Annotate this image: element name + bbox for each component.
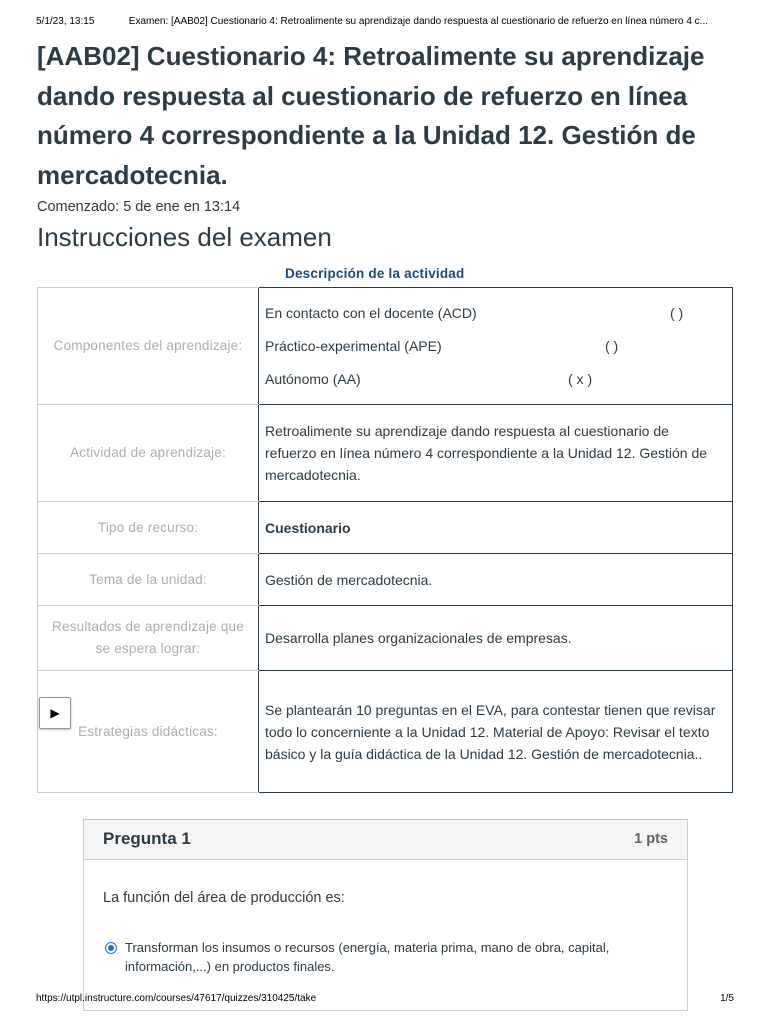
question-points: 1 pts [634, 831, 668, 847]
value-resultados: Desarrolla planes organizacionales de empresas. [259, 606, 733, 671]
label-componentes: Componentes del aprendizaje: [38, 288, 259, 405]
componente-mark: ( x ) [568, 370, 593, 387]
componente-text: En contacto con el docente (ACD) [265, 304, 477, 321]
started-label: Comenzado: [37, 199, 120, 215]
componente-line [265, 297, 724, 330]
answer-radio[interactable] [105, 942, 117, 954]
instructions-heading: Instrucciones del examen [37, 222, 332, 252]
value-tipo: Cuestionario [259, 502, 733, 554]
radio-selected-dot [108, 945, 114, 951]
row-resultados [38, 606, 733, 671]
print-timestamp: 5/1/23, 13:15 [36, 16, 95, 27]
componente-mark: ( ) [670, 304, 684, 321]
play-button[interactable] [39, 697, 71, 729]
componente-line [265, 363, 724, 396]
answer-option[interactable] [105, 938, 665, 976]
answer-text: Transforman los insumos o recursos (energía, materia prima, mano de obra, capital, información,...) en productos finales. [125, 940, 610, 974]
row-componentes [38, 288, 733, 405]
value-actividad: Retroalimente su aprendizaje dando respuesta al cuestionario de refuerzo en línea número 4 correspondiente a la Unidad 12. Gestión de mercadotecnia. [259, 405, 733, 502]
value-tema: Gestión de mercadotecnia. [259, 554, 733, 606]
label-resultados: Resultados de aprendizaje que se espera lograr: [38, 606, 259, 671]
play-icon: ▶ [50, 706, 60, 720]
componente-text: Práctico-experimental (APE) [265, 337, 442, 354]
label-actividad: Actividad de aprendizaje: [38, 405, 259, 502]
question-header [84, 820, 687, 860]
row-tema [38, 554, 733, 606]
label-tipo: Tipo de recurso: [38, 502, 259, 554]
componente-mark: ( ) [605, 337, 619, 354]
row-actividad [38, 405, 733, 502]
componente-text: Autónomo (AA) [265, 370, 361, 387]
label-estrategias: Estrategias didácticas: [38, 671, 259, 793]
started-info [37, 199, 244, 215]
print-page-number: 1/5 [720, 993, 734, 1004]
label-tema: Tema de la unidad: [38, 554, 259, 606]
value-estrategias: Se plantearán 10 preguntas en el EVA, para contestar tienen que revisar todo lo concerniente a la Unidad 12. Material de Apoyo: Revisar el texto básico y la guía didáctica de la Unidad 12. Gestión de mercadotecnia.. [259, 671, 733, 793]
question-text: La función del área de producción es: [103, 890, 345, 906]
question-card [83, 819, 688, 1011]
value-componentes [259, 288, 733, 405]
print-url: https://utpl.instructure.com/courses/47617/quizzes/310425/take [36, 993, 317, 1004]
description-heading: Descripción de la actividad [285, 266, 465, 281]
instructions-table [37, 287, 733, 793]
row-estrategias [38, 671, 733, 793]
print-page-title: Examen: [AAB02] Cuestionario 4: Retroalimente su aprendizaje dando respuesta al cuestionario de refuerzo en línea número 4 c... [128, 16, 709, 27]
print-header [36, 16, 736, 27]
row-tipo [38, 502, 733, 554]
componente-line [265, 330, 724, 363]
quiz-title: [AAB02] Cuestionario 4: Retroalimente su aprendizaje dando respuesta al cuestionario de refuerzo en línea número 4 correspondiente a la Unidad 12. Gestión de mercadotecnia. [37, 41, 705, 190]
started-value: 5 de ene en 13:14 [123, 199, 241, 215]
question-name: Pregunta 1 [103, 829, 191, 848]
print-footer [36, 993, 734, 1004]
